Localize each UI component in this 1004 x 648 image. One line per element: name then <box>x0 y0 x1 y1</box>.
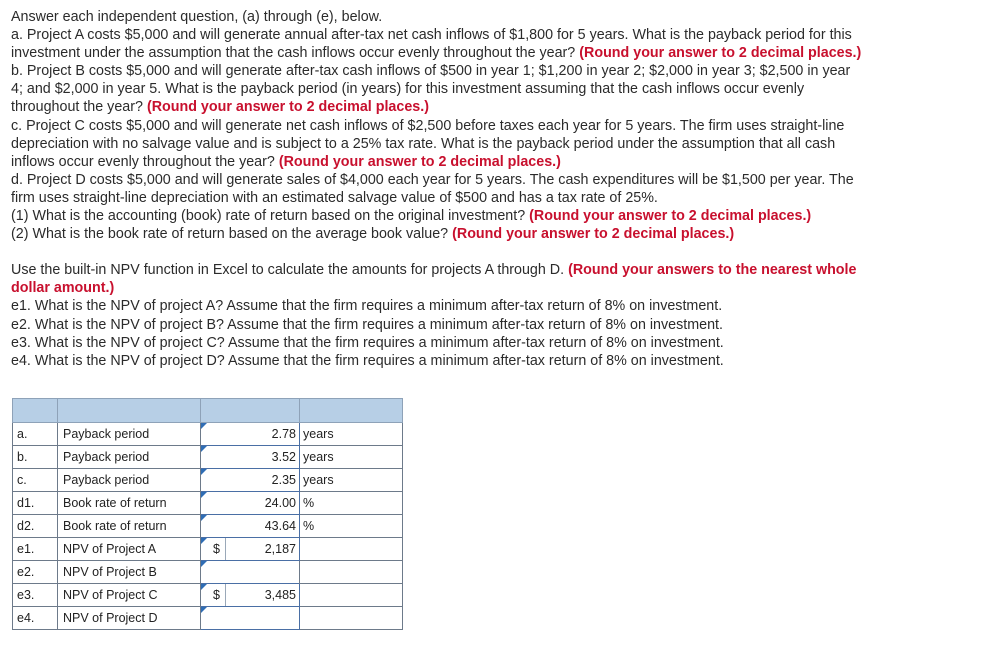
row-id: e4. <box>13 607 58 630</box>
rounding-note: dollar amount.) <box>11 280 115 297</box>
answer-input[interactable] <box>201 492 300 515</box>
answer-input[interactable] <box>201 584 300 607</box>
row-id: d1. <box>13 492 58 515</box>
question-text <box>11 8 996 370</box>
question-d1-line: (1) What is the accounting (book) rate of return based on the original investment? (Round your answer to 2 decimal places.) <box>11 208 812 225</box>
rounding-note: (Round your answer to 2 decimal places.) <box>579 45 862 62</box>
answer-value: 24.00 <box>264 496 296 510</box>
answer-table <box>12 398 403 630</box>
question-e1-line: e1. What is the NPV of project A? Assume that the firm requires a minimum after-tax return of 8% on investment. <box>11 298 723 315</box>
table-row <box>13 584 403 607</box>
dollar-sign: $ <box>213 542 220 556</box>
table-row <box>13 561 403 584</box>
rounding-note: (Round your answer to 2 decimal places.) <box>278 153 561 170</box>
answer-value: 43.64 <box>264 519 296 533</box>
input-marker-icon <box>201 492 207 498</box>
row-id: d2. <box>13 515 58 538</box>
table-row <box>13 515 403 538</box>
row-unit <box>300 584 403 607</box>
input-marker-icon <box>201 584 207 590</box>
row-unit: years <box>300 423 403 446</box>
rounding-note: (Round your answer to 2 decimal places.) <box>146 99 429 116</box>
input-marker-icon <box>201 469 207 475</box>
question-c-line-3: inflows occur evenly throughout the year? (Round your answer to 2 decimal places.) <box>11 153 561 170</box>
row-label: Payback period <box>58 469 201 492</box>
answer-input[interactable] <box>201 423 300 446</box>
answer-value: 2,187 <box>264 542 296 556</box>
table-row <box>13 423 403 446</box>
question-d-line-1: d. Project D costs $5,000 and will generate sales of $4,000 each year for 5 years. The cash expenditures will be $1,500 per year. The <box>11 171 854 188</box>
row-label: Book rate of return <box>58 492 201 515</box>
row-label: NPV of Project D <box>58 607 201 630</box>
row-id: e3. <box>13 584 58 607</box>
row-label: Book rate of return <box>58 515 201 538</box>
answer-input[interactable] <box>201 469 300 492</box>
answer-value: 3,485 <box>264 588 296 602</box>
row-id: e1. <box>13 538 58 561</box>
row-id: a. <box>13 423 58 446</box>
row-unit <box>300 607 403 630</box>
question-a-line-2: investment under the assumption that the cash inflows occur evenly throughout the year? (Round your answer to 2 decimal places.) <box>11 45 862 62</box>
question-e3-line: e3. What is the NPV of project C? Assume that the firm requires a minimum after-tax return of 8% on investment. <box>11 334 724 351</box>
question-c-line-2: depreciation with no salvage value and is subject to a 25% tax rate. What is the payback period under the assumption that all cash <box>11 135 836 152</box>
table-row <box>13 446 403 469</box>
table-row <box>13 538 403 561</box>
answer-value: 3.52 <box>271 450 296 464</box>
input-marker-icon <box>201 446 207 452</box>
row-label: NPV of Project C <box>58 584 201 607</box>
answer-input[interactable] <box>201 561 300 584</box>
row-unit: % <box>300 515 403 538</box>
npv-intro-line: Use the built-in NPV function in Excel to calculate the amounts for projects A through D. (Round your answers to the nearest whole <box>11 262 857 279</box>
row-unit <box>300 561 403 584</box>
question-a-line-1: a. Project A costs $5,000 and will generate annual after-tax net cash inflows of $1,800 for 5 years. What is the payback period for this <box>11 27 852 44</box>
dollar-sign: $ <box>213 588 220 602</box>
question-d2-line: (2) What is the book rate of return based on the average book value? (Round your answer to 2 decimal places.) <box>11 226 735 243</box>
input-marker-icon <box>201 607 207 613</box>
question-b-line-2: 4; and $2,000 in year 5. What is the payback period (in years) for this investment assuming that the cash inflows occur evenly <box>11 81 805 98</box>
input-marker-icon <box>201 561 207 567</box>
row-label: Payback period <box>58 446 201 469</box>
answer-table-header <box>13 399 403 423</box>
row-unit: years <box>300 446 403 469</box>
npv-round-line <box>11 279 996 297</box>
answer-input[interactable] <box>201 515 300 538</box>
question-d-line-2: firm uses straight-line depreciation with an estimated salvage value of $500 and has a tax rate of 25%. <box>11 189 658 206</box>
row-unit: % <box>300 492 403 515</box>
question-b-line-1: b. Project B costs $5,000 and will generate after-tax cash inflows of $500 in year 1; $1,200 in year 2; $2,000 in year 3; $2,500 in year <box>11 63 851 80</box>
rounding-note: (Round your answers to the nearest whole <box>568 262 857 279</box>
question-c-line-1: c. Project C costs $5,000 and will generate net cash inflows of $2,500 before taxes each year for 5 years. The firm uses straight-line <box>11 117 845 134</box>
question-b-line-3: throughout the year? (Round your answer to 2 decimal places.) <box>11 99 429 116</box>
row-id: e2. <box>13 561 58 584</box>
answer-value: 2.35 <box>271 473 296 487</box>
table-row <box>13 469 403 492</box>
rounding-note: (Round your answer to 2 decimal places.) <box>452 226 735 243</box>
intro-line: Answer each independent question, (a) through (e), below. <box>11 9 383 25</box>
row-label: NPV of Project B <box>58 561 201 584</box>
answer-value: 2.78 <box>271 427 296 441</box>
question-e4-line: e4. What is the NPV of project D? Assume that the firm requires a minimum after-tax return of 8% on investment. <box>11 352 724 369</box>
row-label: NPV of Project A <box>58 538 201 561</box>
answer-input[interactable] <box>201 538 300 561</box>
input-marker-icon <box>201 423 207 429</box>
row-unit <box>300 538 403 561</box>
answer-input[interactable] <box>201 607 300 630</box>
row-id: b. <box>13 446 58 469</box>
row-id: c. <box>13 469 58 492</box>
table-row <box>13 607 403 630</box>
input-marker-icon <box>201 538 207 544</box>
rounding-note: (Round your answer to 2 decimal places.) <box>529 208 812 225</box>
table-row <box>13 492 403 515</box>
input-marker-icon <box>201 515 207 521</box>
row-unit: years <box>300 469 403 492</box>
question-e2-line: e2. What is the NPV of project B? Assume that the firm requires a minimum after-tax return of 8% on investment. <box>11 316 723 333</box>
answer-input[interactable] <box>201 446 300 469</box>
row-label: Payback period <box>58 423 201 446</box>
